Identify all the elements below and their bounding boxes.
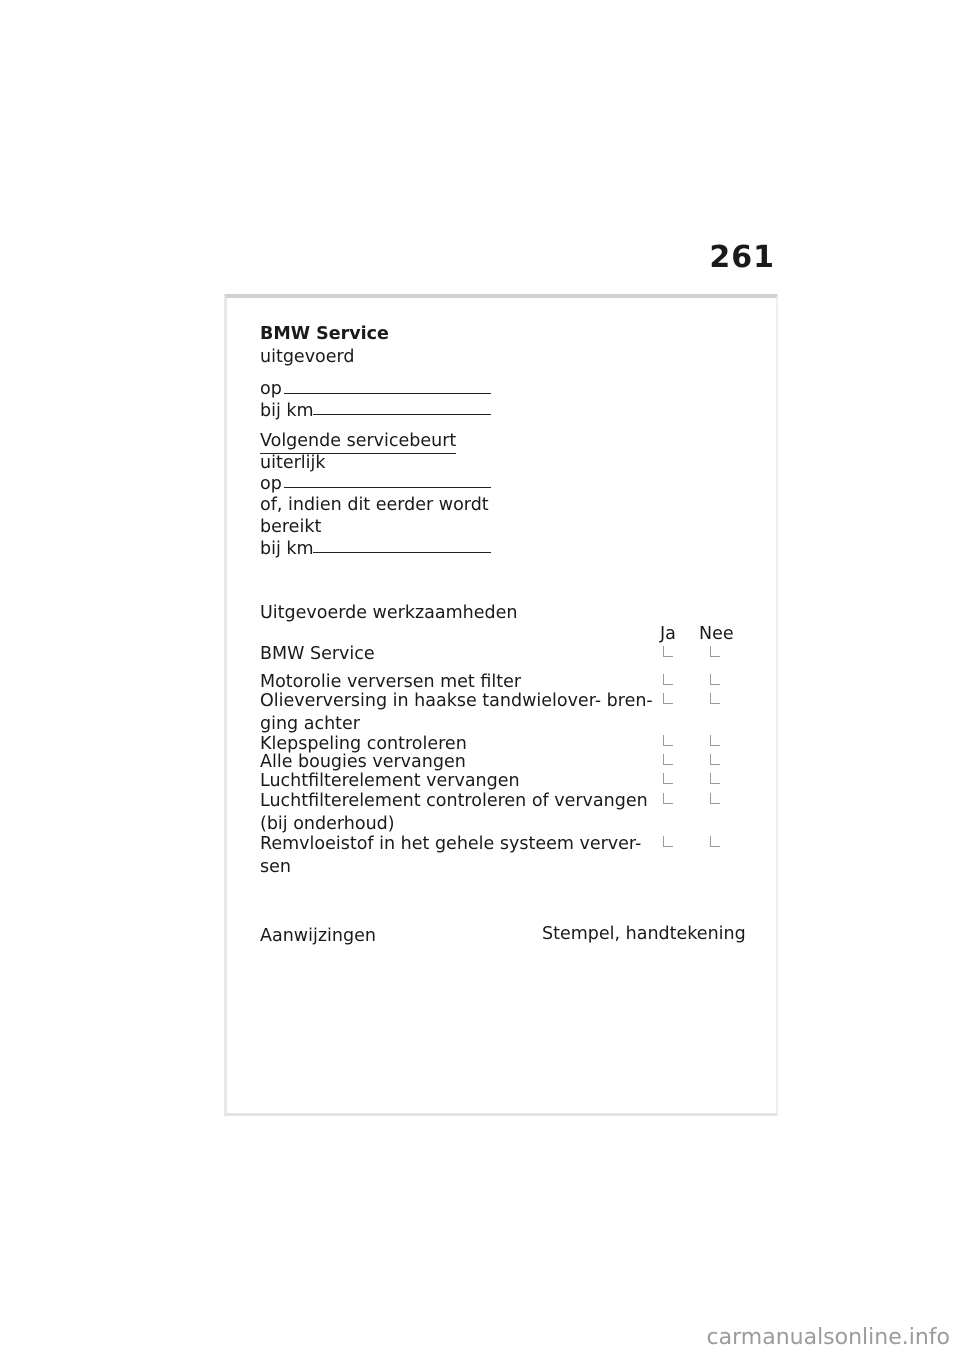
checkbox-no-brake-fluid[interactable] (710, 836, 720, 847)
checkbox-yes-spark-plugs[interactable] (663, 754, 673, 765)
task-air-filter-check: Luchtfilterelement controleren of vervangen (260, 791, 648, 811)
checkbox-yes-final-drive-oil[interactable] (663, 693, 673, 704)
mileage-fill-line[interactable] (313, 414, 491, 415)
checkbox-yes-air-filter-check[interactable] (663, 793, 673, 804)
checkbox-yes-valve-clearance[interactable] (663, 735, 673, 746)
next-date-label: op (260, 474, 282, 494)
checkbox-yes-air-filter-replace[interactable] (663, 773, 673, 784)
task-brake-fluid-cont: sen (260, 857, 291, 877)
checkbox-yes-engine-oil[interactable] (663, 674, 673, 685)
notes-label: Aanwijzingen (260, 926, 376, 946)
date-fill-line[interactable] (284, 393, 491, 394)
date-label: op (260, 379, 282, 399)
task-bmw-service: BMW Service (260, 644, 375, 664)
stamp-signature-label: Stempel, handtekening (542, 924, 746, 944)
checkbox-no-engine-oil[interactable] (710, 674, 720, 685)
task-final-drive-oil: Olieverversing in haakse tandwielover- bren- (260, 691, 653, 711)
next-mileage-fill-line[interactable] (313, 552, 491, 553)
checkbox-no-final-drive-oil[interactable] (710, 693, 720, 704)
work-heading: Uitgevoerde werkzaamheden (260, 603, 518, 623)
checkbox-yes-bmw-service[interactable] (663, 646, 673, 657)
checkbox-yes-brake-fluid[interactable] (663, 836, 673, 847)
page-number: 261 (709, 240, 775, 275)
reached-label: bereikt (260, 517, 322, 537)
task-final-drive-oil-cont: ging achter (260, 714, 360, 734)
latest-label: uiterlijk (260, 453, 326, 473)
task-air-filter-replace: Luchtfilterelement vervangen (260, 771, 520, 791)
earlier-condition-label: of, indien dit eerder wordt (260, 495, 489, 515)
task-spark-plugs: Alle bougies vervangen (260, 752, 466, 772)
next-service-heading: Volgende servicebeurt (260, 430, 456, 454)
checkbox-no-bmw-service[interactable] (710, 646, 720, 657)
checkbox-no-air-filter-check[interactable] (710, 793, 720, 804)
next-date-fill-line[interactable] (284, 487, 491, 488)
column-no: Nee (699, 624, 734, 644)
task-engine-oil: Motorolie verversen met filter (260, 672, 522, 692)
column-yes: Ja (660, 624, 676, 644)
task-air-filter-check-cont: (bij onderhoud) (260, 814, 395, 834)
next-mileage-label: bij km (260, 539, 314, 559)
performed-label: uitgevoerd (260, 347, 355, 367)
task-valve-clearance: Klepspeling controleren (260, 734, 467, 754)
checkbox-no-air-filter-replace[interactable] (710, 773, 720, 784)
checkbox-no-valve-clearance[interactable] (710, 735, 720, 746)
service-title: BMW Service (260, 324, 389, 344)
task-brake-fluid: Remvloeistof in het gehele systeem verver- (260, 834, 642, 854)
checkbox-no-spark-plugs[interactable] (710, 754, 720, 765)
watermark: carmanualsonline.info (706, 1325, 950, 1350)
mileage-label: bij km (260, 401, 314, 421)
